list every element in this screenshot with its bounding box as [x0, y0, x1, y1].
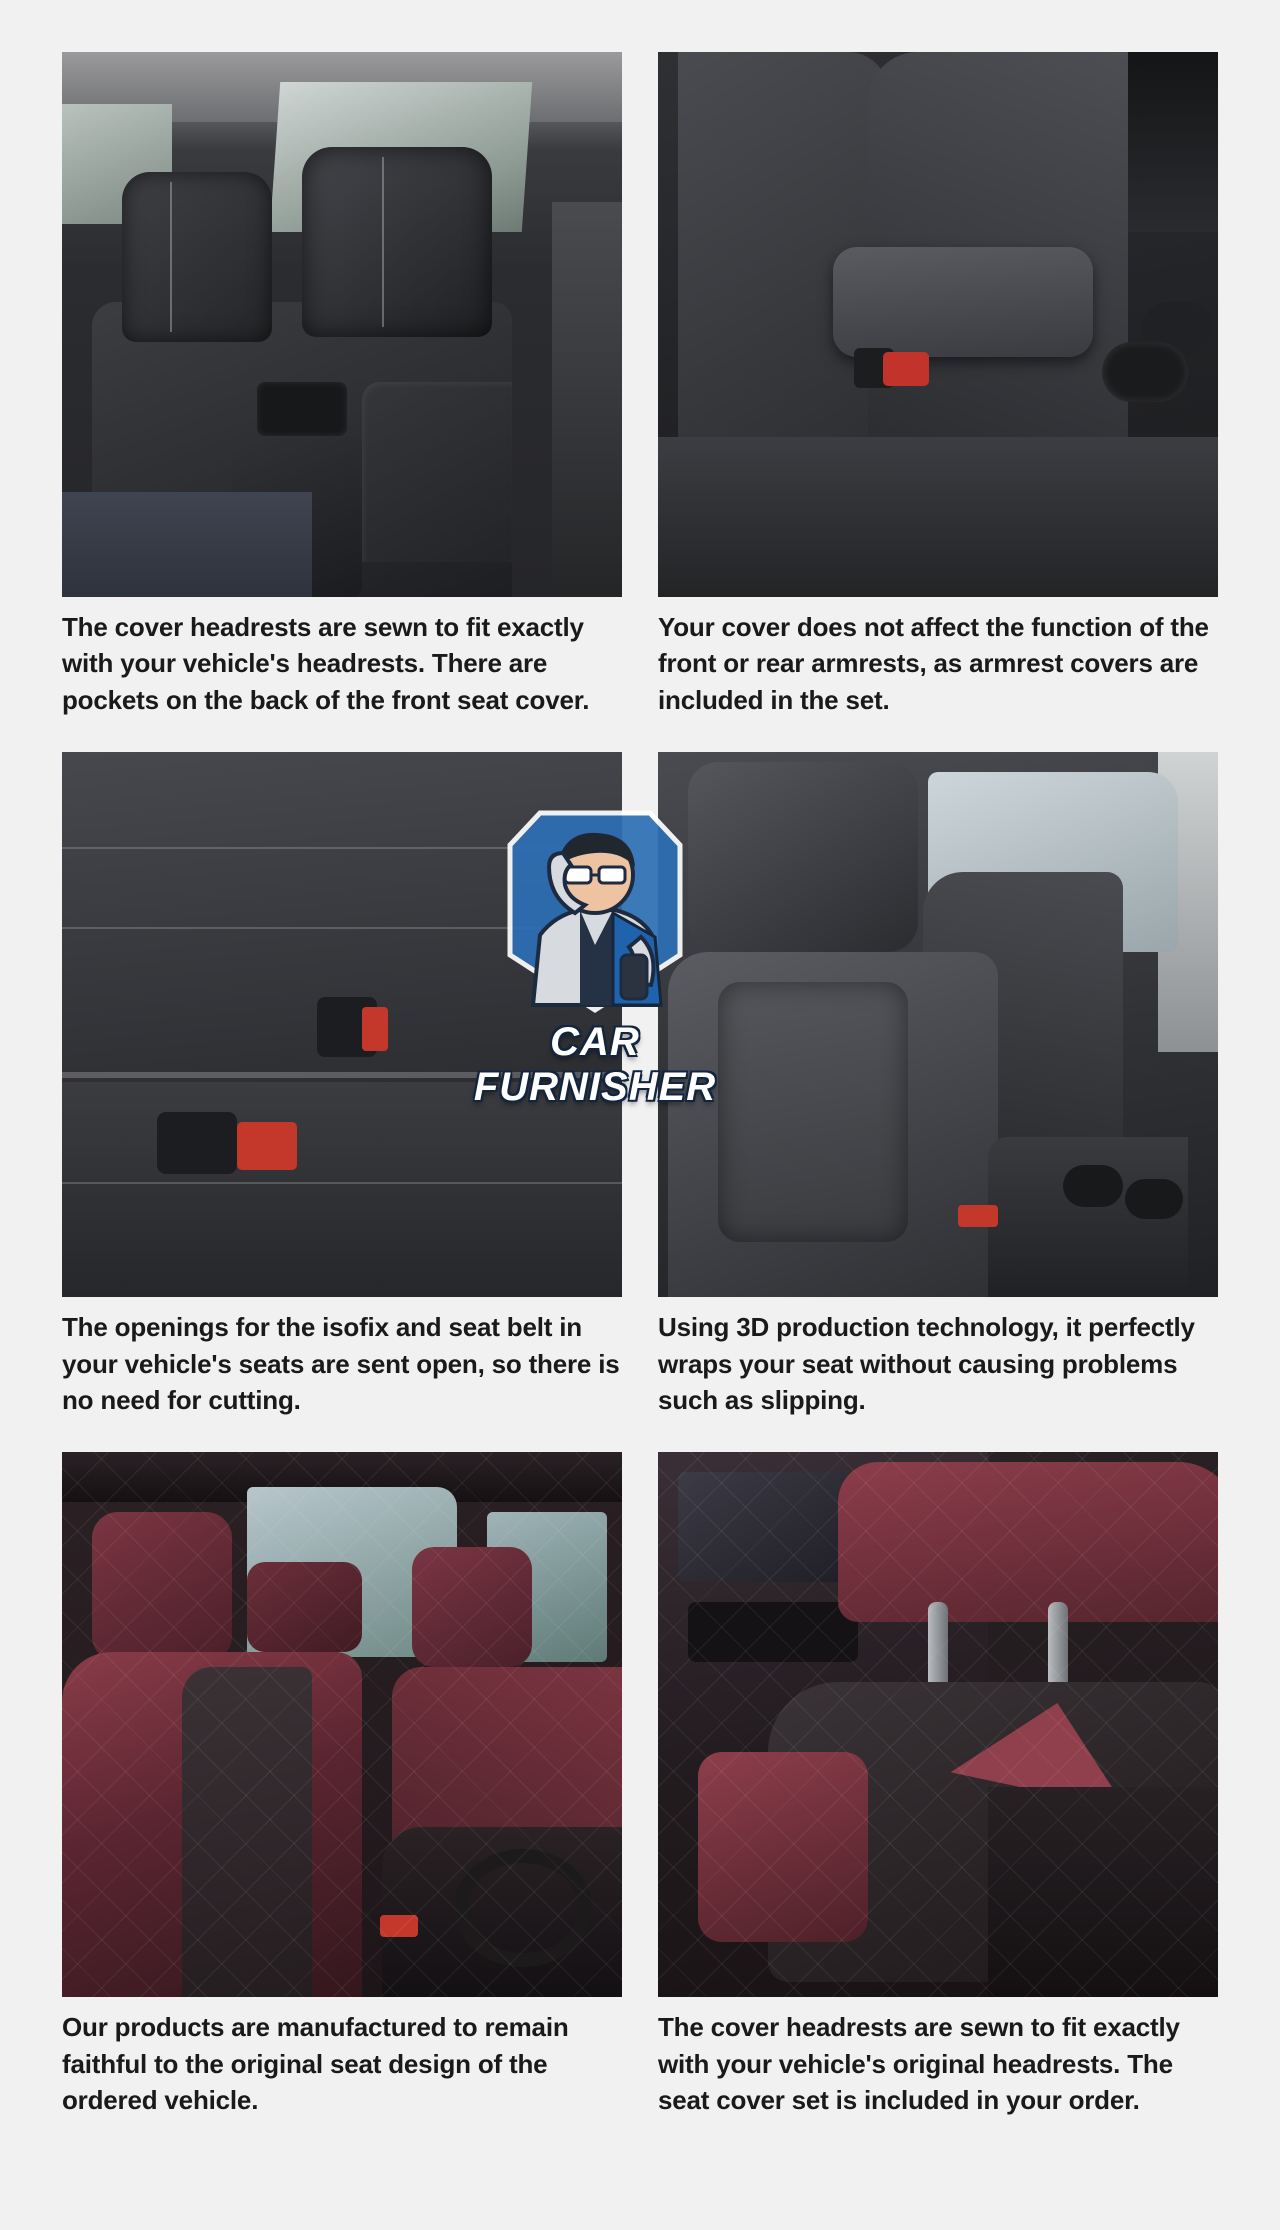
feature-caption: Your cover does not affect the function of the front or rear armrests, as armrest covers are included in the set. [658, 612, 1209, 715]
feature-caption: Using 3D production technology, it perfectly wraps your seat without causing problems such as slipping. [658, 1312, 1195, 1415]
feature-image-original-design [62, 1452, 622, 1997]
brand-watermark-text: CAR FURNISHER [473, 1020, 717, 1109]
feature-image-armrest-function [658, 52, 1218, 597]
feature-card-headrests-pockets [62, 52, 622, 718]
feature-card-armrest-function [658, 52, 1218, 718]
feature-caption: The cover headrests are sewn to fit exactly with your vehicle's original headrests. The seat cover set is included in your order. [658, 2012, 1180, 2116]
feature-card-headrest-set-included [658, 1452, 1218, 2118]
feature-caption: The openings for the isofix and seat belt in your vehicle's seats are sent open, so there is no need for cutting. [62, 1312, 620, 1415]
feature-card-3d-production [658, 752, 1218, 1418]
feature-image-headrest-set-included [658, 1452, 1218, 1997]
feature-card-isofix-openings [62, 752, 622, 1418]
feature-grid [62, 52, 1218, 2153]
feature-image-headrests-pockets [62, 52, 622, 597]
feature-image-isofix-openings [62, 752, 622, 1297]
feature-image-3d-production [658, 752, 1218, 1297]
feature-caption: The cover headrests are sewn to fit exactly with your vehicle's headrests. There are pockets on the back of the front seat cover. [62, 612, 590, 715]
feature-caption: Our products are manufactured to remain faithful to the original seat design of the ordered vehicle. [62, 2012, 569, 2116]
feature-card-original-design [62, 1452, 622, 2118]
